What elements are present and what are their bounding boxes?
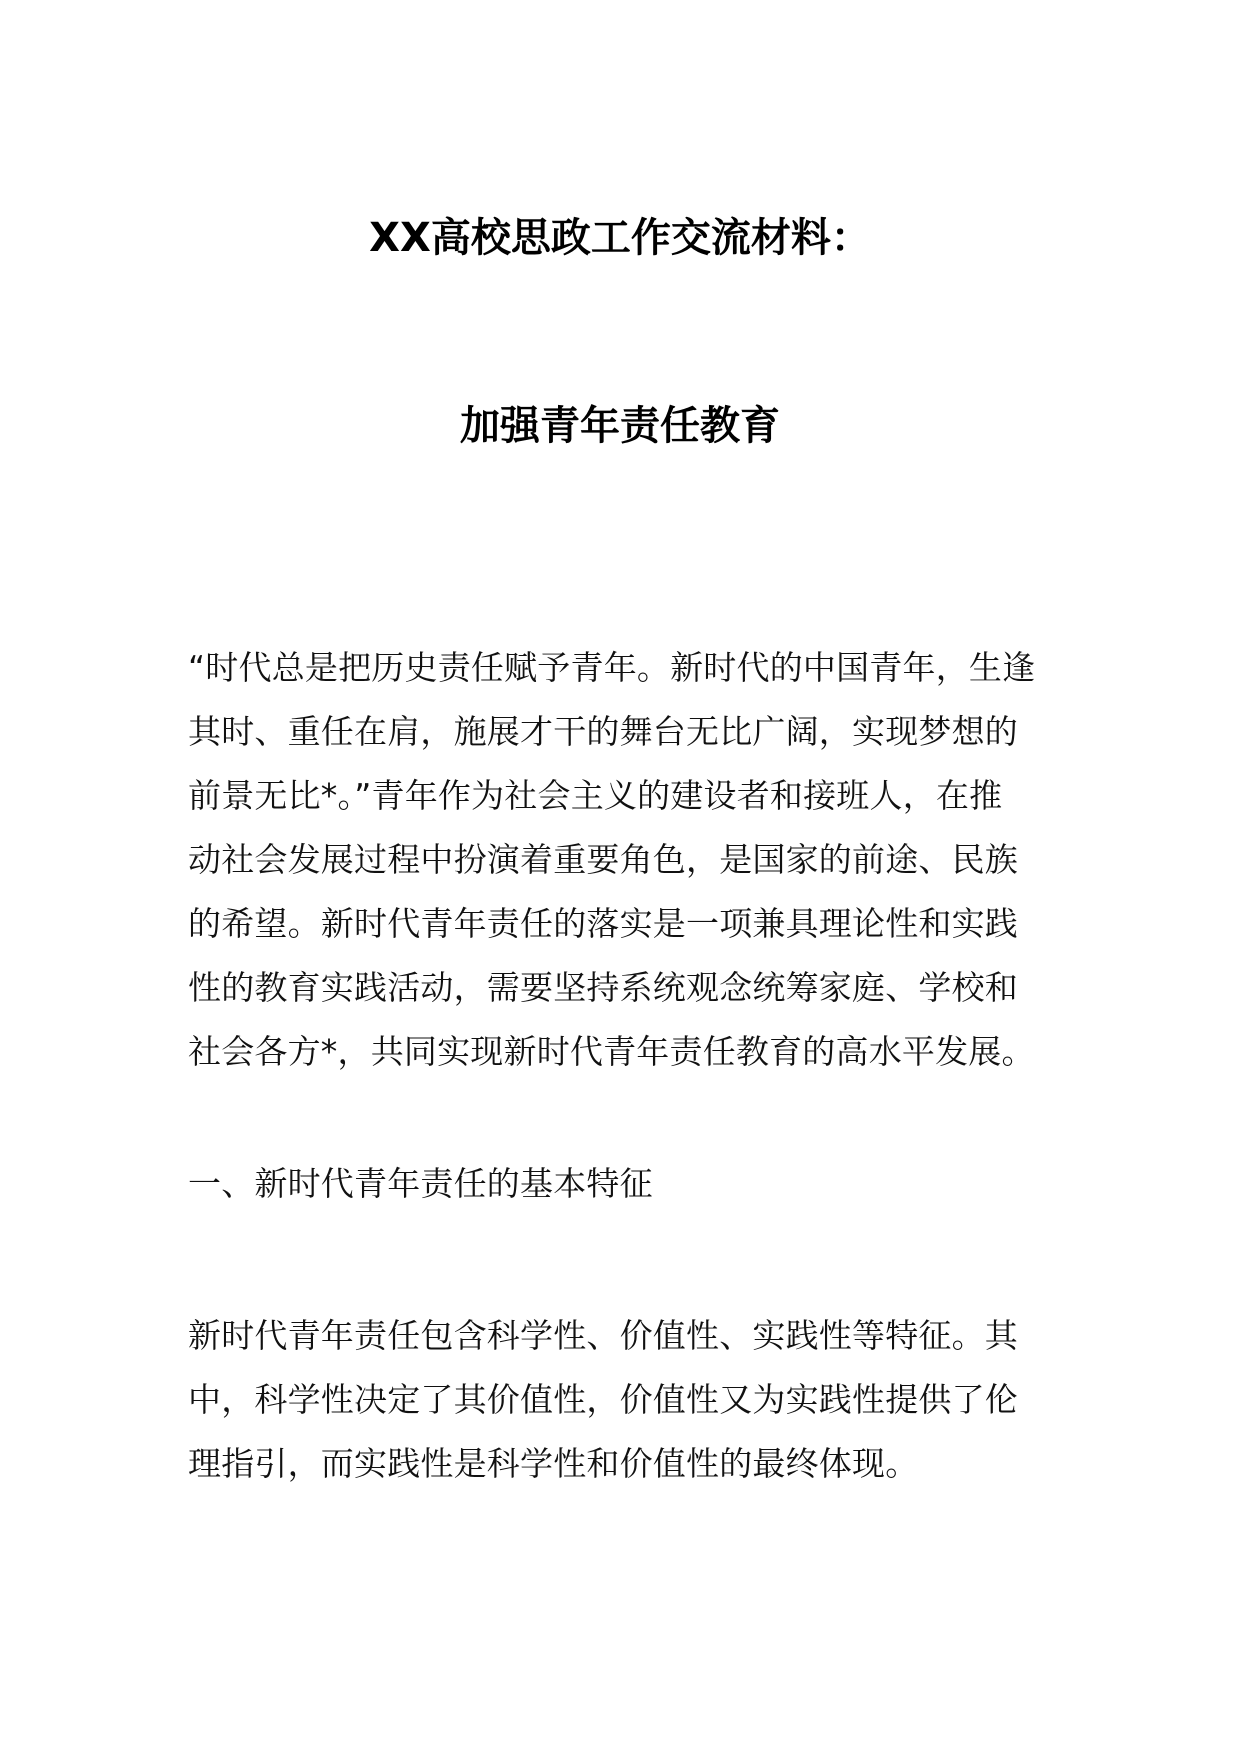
- section-1-heading-block: [188, 1152, 1068, 1216]
- paragraph-line: 动社会发展过程中扮演着重要角色，是国家的前途、民族: [188, 840, 1018, 879]
- intro-paragraph: [188, 636, 1068, 1084]
- paragraph-line: 中，科学性决定了其价值性，价值性又为实践性提供了伦: [188, 1380, 1018, 1419]
- paragraph-line: 的希望。新时代青年责任的落实是一项兼具理论性和实践: [188, 904, 1018, 943]
- paragraph-line: 性的教育实践活动，需要坚持系统观念统筹家庭、学校和: [188, 968, 1018, 1007]
- section-heading: 一、新时代青年责任的基本特征: [188, 1164, 653, 1203]
- document-title-line-1: XX高校思政工作交流材料：: [369, 215, 871, 261]
- paragraph-line: 理指引，而实践性是科学性和价值性的最终体现。: [188, 1444, 919, 1483]
- paragraph-line: “时代总是把历史责任赋予青年。新时代的中国青年，生逢: [188, 648, 1036, 687]
- paragraph-line: 新时代青年责任包含科学性、价值性、实践性等特征。其: [188, 1316, 1018, 1355]
- paragraph-line: 前景无比*。”青年作为社会主义的建设者和接班人，在推: [188, 776, 1003, 815]
- document-title-line-2: 加强青年责任教育: [460, 403, 780, 449]
- paragraph-line: 社会各方*，共同实现新时代青年责任教育的高水平发展。: [188, 1032, 1035, 1071]
- paragraph-line: 其时、重任在肩，施展才干的舞台无比广阔，实现梦想的: [188, 712, 1018, 751]
- section-1-paragraph: [188, 1304, 1068, 1496]
